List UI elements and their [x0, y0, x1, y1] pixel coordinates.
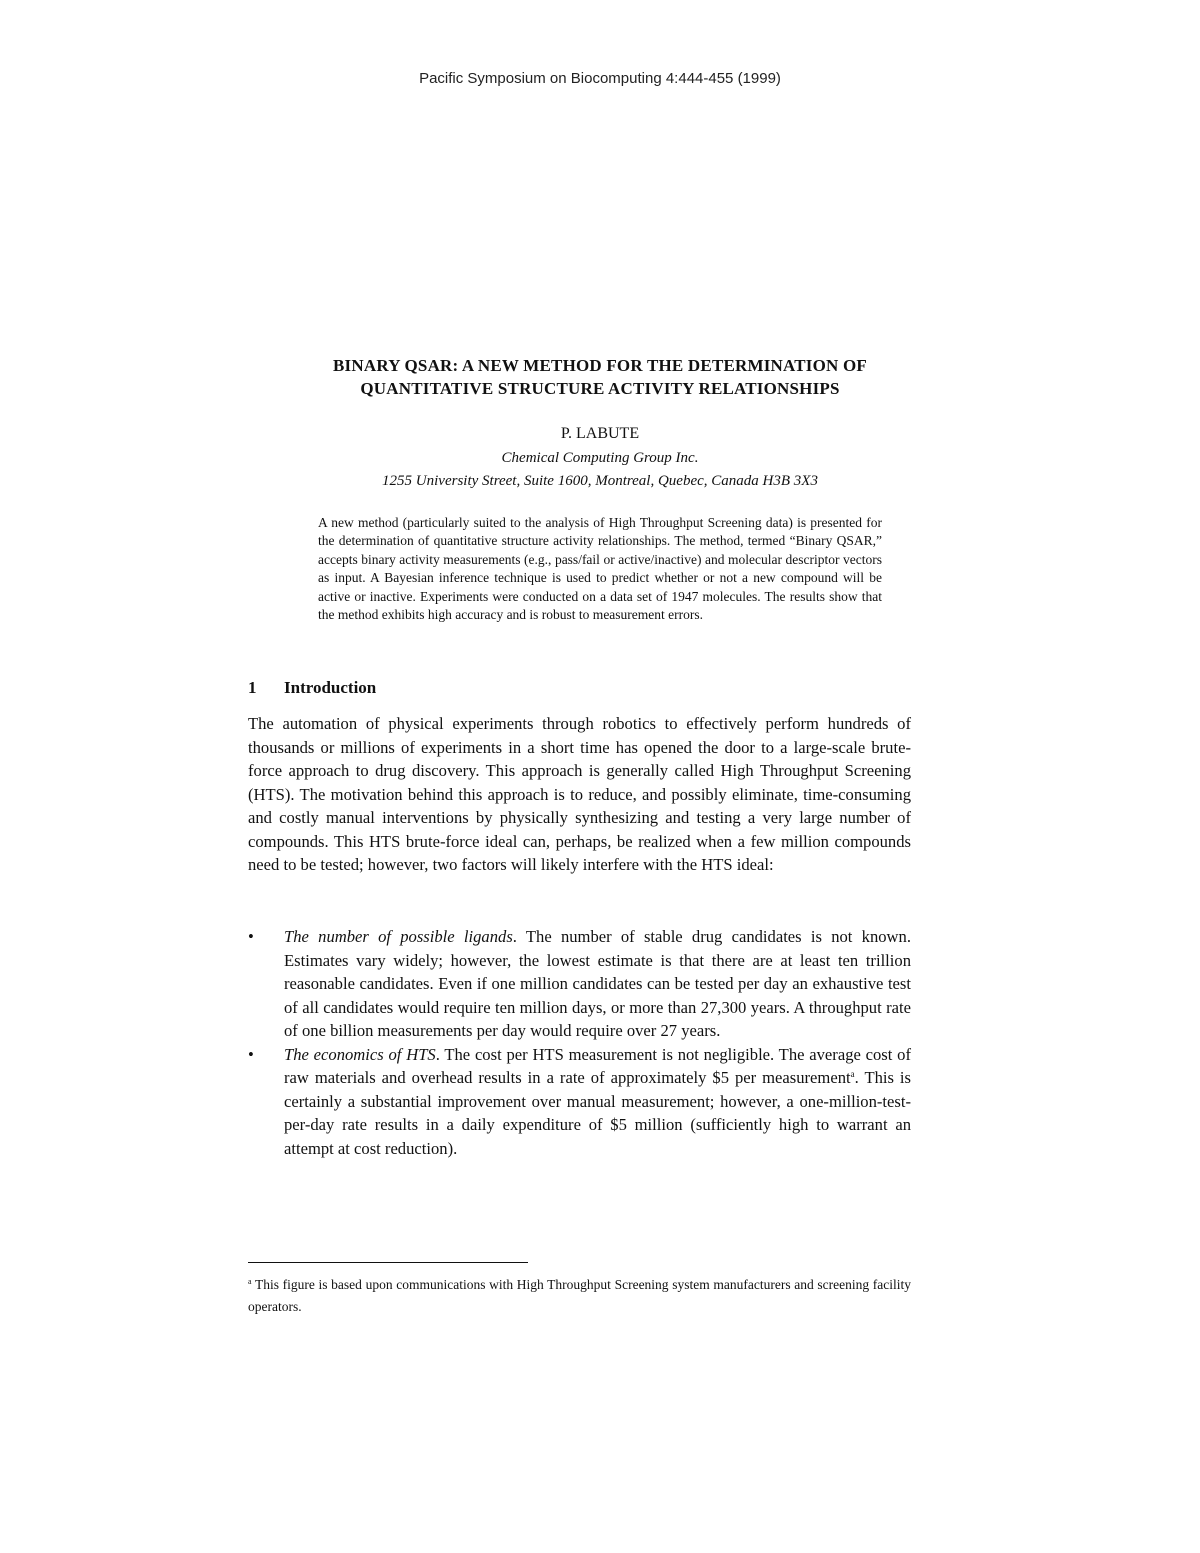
affiliation-address: 1255 University Street, Suite 1600, Montreal, Quebec, Canada H3B 3X3	[382, 473, 818, 489]
list-item	[248, 1043, 911, 1161]
abstract: A new method (particularly suited to the analysis of High Throughput Screening data) is presented for the determination of quantitative structure activity relationships. The method, termed “Binary QSAR,” accepts binary activity measurements (e.g., pass/fail or active/inactive) and molecular descriptor vectors as input. A Bayesian inference technique is used to predict whether or not a new compound will be active or inactive. Experiments were conducted on a data set of 1947 molecules. The results show that the method exhibits high accuracy and is robust to measurement errors.	[318, 515, 882, 623]
paper-title	[200, 354, 1000, 400]
bullet-glyph: •	[248, 1044, 254, 1064]
intro-paragraph: The automation of physical experiments through robotics to effectively perform hundreds of thousands or millions of experiments in a short time has opened the door to a large-scale brute-force approach to drug discovery. This approach is generally called High Throughput Screening (HTS). The motivation behind this approach is to reduce, and possibly eliminate, time-consuming and costly manual interventions by physically synthesizing and testing a very large number of compounds. This HTS brute-force ideal can, perhaps, be realized when a few million compounds need to be tested; however, two factors will likely interfere with the HTS ideal:	[248, 714, 911, 874]
bullet-body-continued: . This is certainly a substantial improvement over manual measurement; however, a one-million-test-per-day rate results in a daily expenditure of $5 million (sufficiently high to warrant an attempt at cost reduction).	[284, 1068, 911, 1158]
section-title: Introduction	[284, 678, 377, 697]
bullet-text	[284, 925, 911, 1043]
section-heading	[248, 678, 376, 698]
bullet-body: . The number of stable drug candidates is not known. Estimates vary widely; however, the lowest estimate is that there are at least ten trillion reasonable candidates. Even if one million candidates can be tested per day an exhaustive test of all candidates would require ten million days, or more than 27,300 years. A throughput rate of one billion measurements per day would require over 27 years.	[284, 927, 911, 1040]
footnote-reference[interactable]: a	[850, 1069, 855, 1079]
bullet-glyph: •	[248, 927, 254, 946]
running-header: Pacific Symposium on Biocomputing 4:444-455 (1999)	[419, 70, 781, 87]
list-item	[248, 925, 911, 1043]
bullet-list	[248, 925, 911, 1160]
section-number: 1	[248, 678, 257, 697]
bullet-lead: The economics of HTS	[284, 1044, 436, 1064]
title-line-1: BINARY QSAR: A NEW METHOD FOR THE DETERMINATION OF	[333, 356, 867, 375]
author-name: P. LABUTE	[560, 425, 640, 442]
bullet-body: . The cost per HTS measurement is not negligible. The average cost of raw materials and overhead results in a rate of approximately $5 per measurement	[284, 1044, 911, 1087]
title-line-2: QUANTITATIVE STRUCTURE ACTIVITY RELATIONSHIPS	[360, 379, 840, 398]
footnote	[248, 1274, 911, 1318]
footnote-divider	[248, 1262, 528, 1263]
footnote-text: This figure is based upon communications with High Throughput Screening system manufacturers and screening facility operators.	[248, 1277, 911, 1314]
bullet-lead: The number of possible ligands	[284, 927, 513, 946]
bullet-text	[284, 1043, 911, 1161]
footnote-mark: a	[248, 1277, 252, 1286]
affiliation-organization: Chemical Computing Group Inc.	[501, 450, 699, 466]
